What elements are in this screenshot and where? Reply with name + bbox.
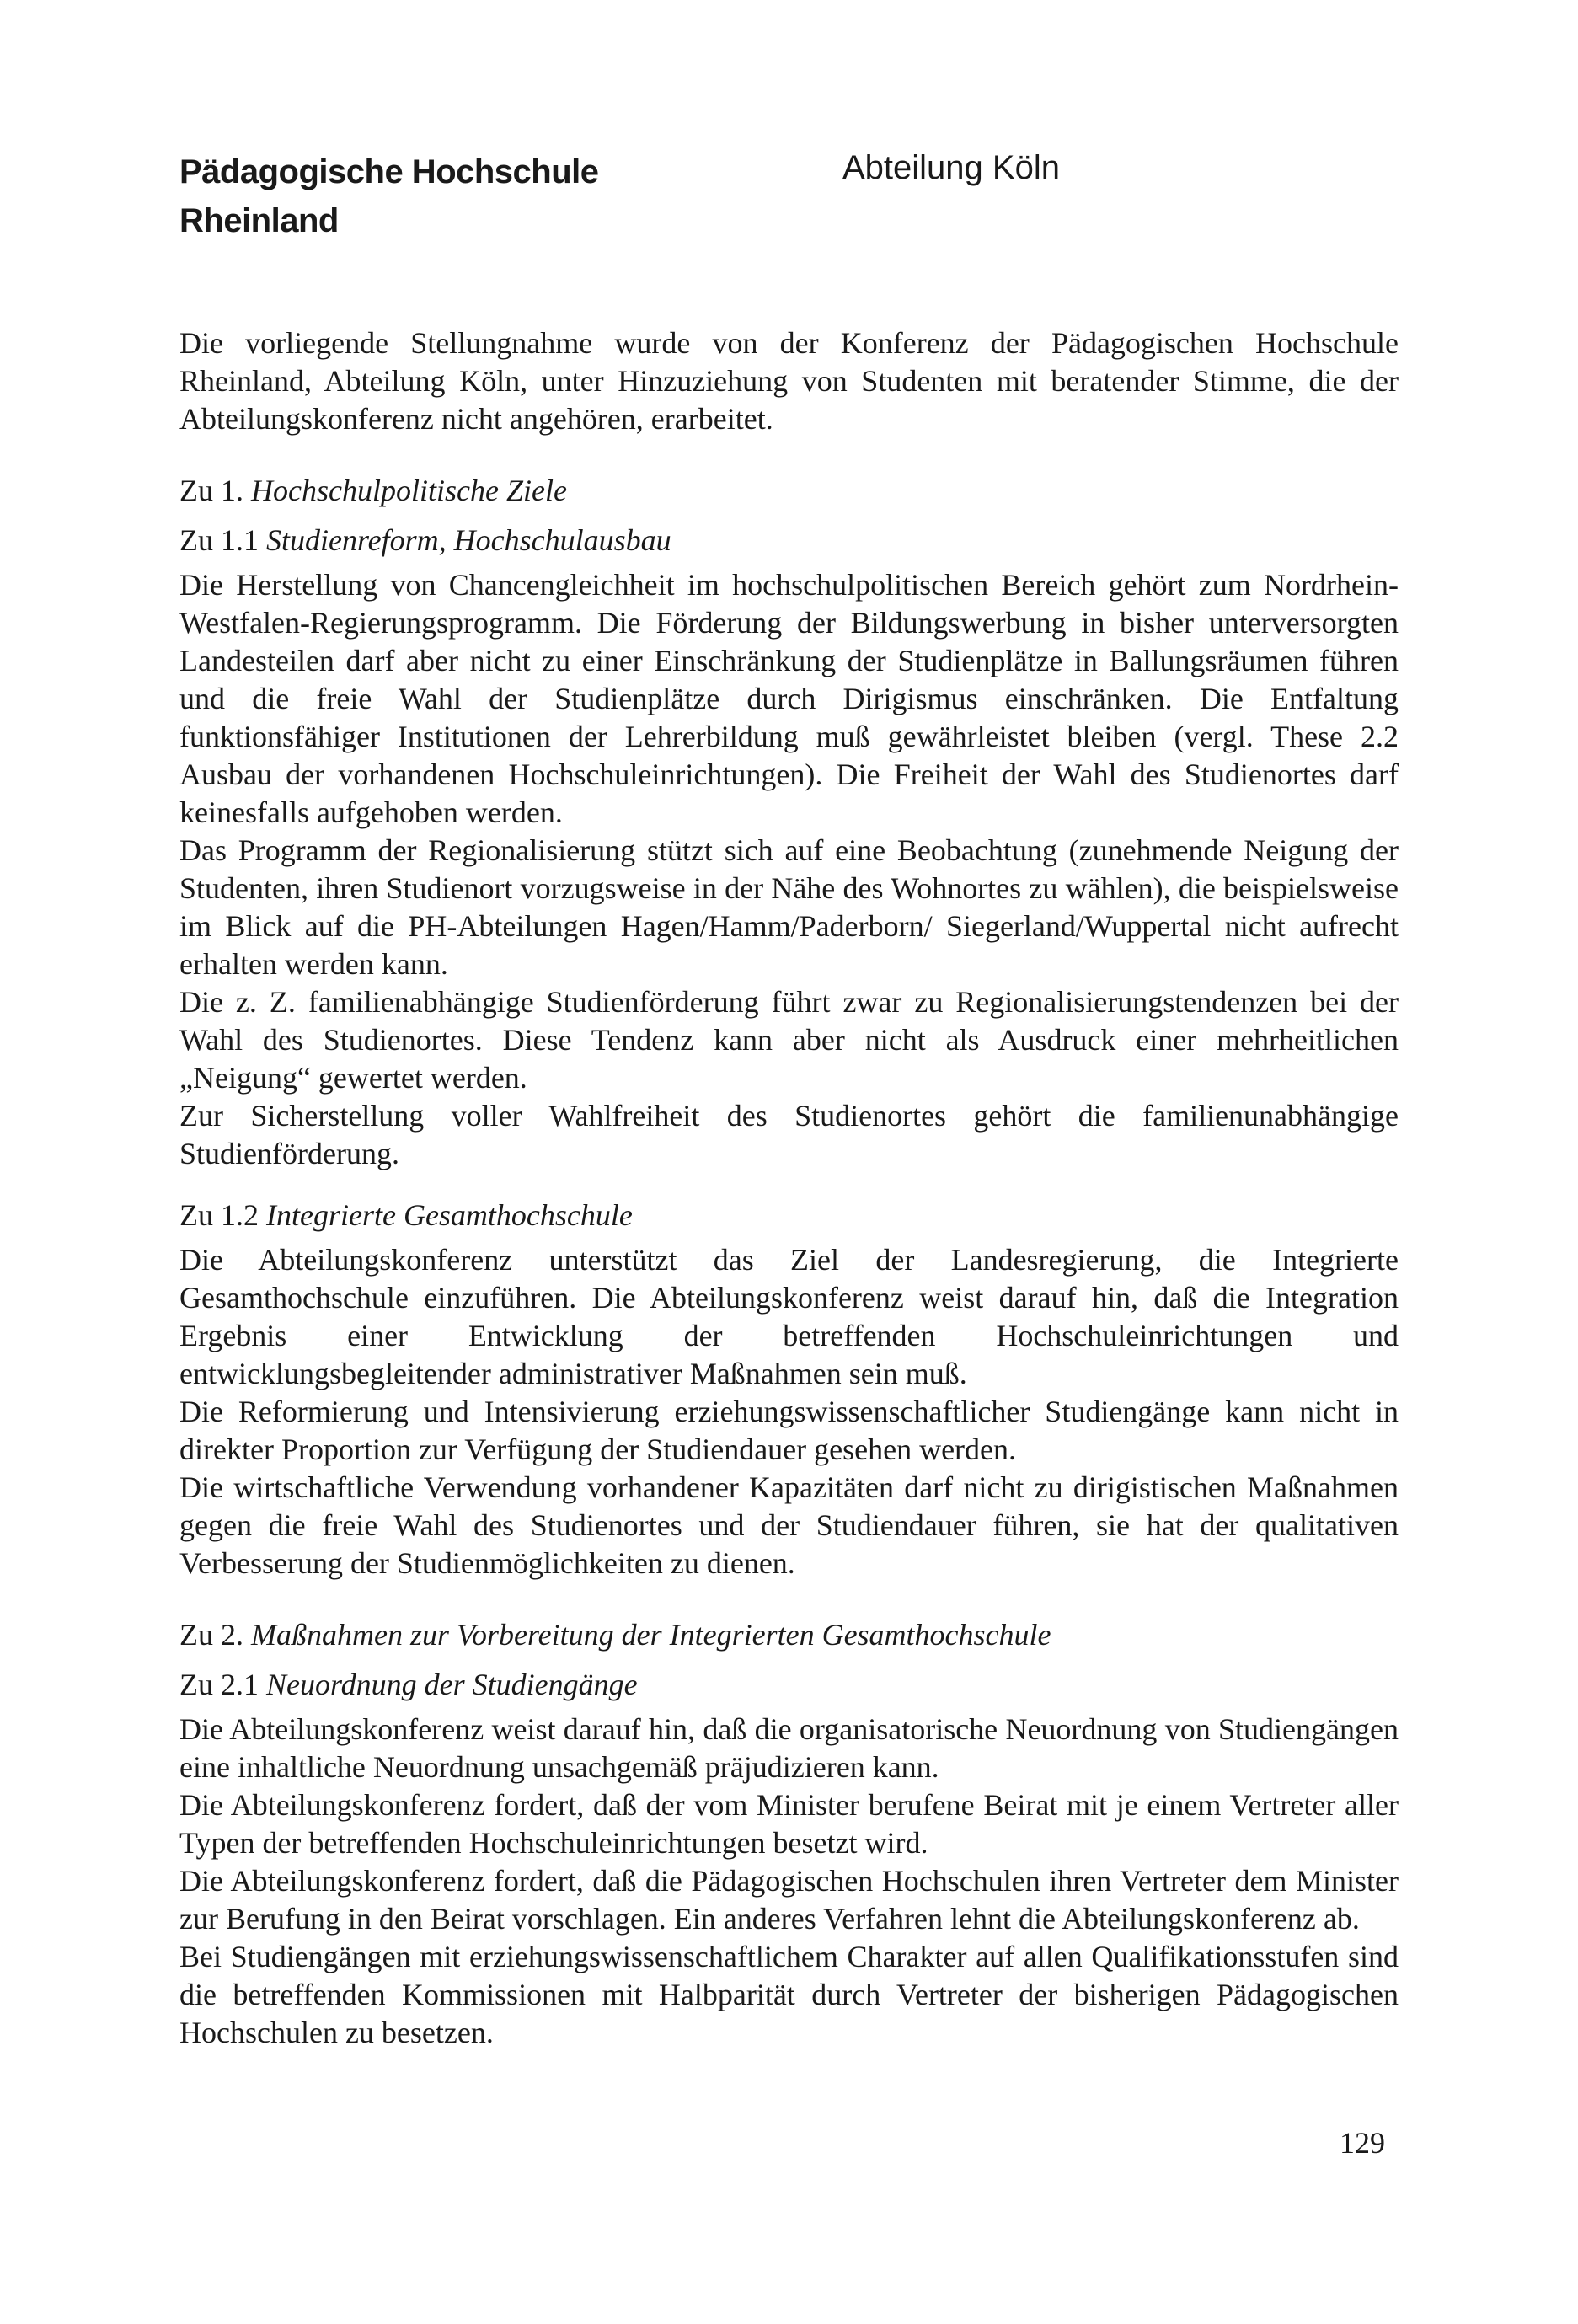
subsection-title: Integrierte Gesamthochschule — [266, 1198, 633, 1232]
subsection-heading — [179, 1666, 1399, 1704]
section-title: Hochschulpolitische Ziele — [251, 474, 567, 507]
paragraph: Zur Sicherstellung voller Wahlfreiheit des Studienortes gehört die familienunabhängige Studienförderung. — [179, 1099, 1399, 1170]
subsection-2-1 — [179, 1666, 1399, 2052]
page-number: 129 — [1340, 2126, 1385, 2160]
paragraph: Die Reformierung und Intensivierung erziehungswissenschaftlicher Studiengänge kann nicht in direkter Proportion zur Verfügung der Studiendauer gesehen werden. — [179, 1395, 1399, 1466]
paragraph: Die wirtschaftliche Verwendung vorhandener Kapazitäten darf nicht zu dirigistischen Maßnahmen gegen die freie Wahl des Studienortes und der Studiendauer führen, sie hat der qualitativen Verbesserung der Studienmöglichkeiten zu dienen. — [179, 1470, 1399, 1580]
section-heading — [179, 472, 1399, 510]
subsection-heading — [179, 1197, 1399, 1234]
paragraph: Bei Studiengängen mit erziehungswissenschaftlichem Charakter auf allen Qualifikationsstufen sind die betreffenden Kommissionen mit Halbparität durch Vertreter der bisherigen Pädagogischen Hochschulen zu besetzen. — [179, 1940, 1399, 2049]
subsection-number: Zu 1.2 — [179, 1198, 259, 1232]
subsection-number: Zu 2.1 — [179, 1668, 259, 1701]
section-number: Zu 1. — [179, 474, 243, 507]
subsection-title: Neuordnung der Studiengänge — [266, 1668, 638, 1701]
intro-paragraph: Die vorliegende Stellungnahme wurde von der Konferenz der Pädagogischen Hochschule Rheinland, Abteilung Köln, unter Hinzuziehung von Studenten mit beratender Stimme, die der Abteilungskonferenz nicht angehören, erarbeitet. — [179, 326, 1399, 436]
subsection-1-2 — [179, 1197, 1399, 1582]
paragraph: Die Abteilungskonferenz weist darauf hin, daß die organisatorische Neuordnung von Studiengängen eine inhaltliche Neuordnung unsachgemäß präjudizieren kann. — [179, 1712, 1399, 1784]
institution-name — [179, 147, 599, 245]
paragraph: Die Abteilungskonferenz unterstützt das Ziel der Landesregierung, die Integrierte Gesamthochschule einzuführen. Die Abteilungskonferenz weist darauf hin, daß die Integration Ergebnis einer Entwicklung der betreffenden Hochschuleinrichtungen und entwicklungsbegleitender administrativer Maßnahmen sein muß. — [179, 1243, 1399, 1390]
paragraph: Die Abteilungskonferenz fordert, daß die Pädagogischen Hochschulen ihren Vertreter dem Minister zur Berufung in den Beirat vorschlagen. Ein anderes Verfahren lehnt die Abteilungskonferenz ab. — [179, 1864, 1399, 1936]
department-name: Abteilung Köln — [842, 149, 1060, 186]
subsection-title: Studienreform, Hochschulausbau — [266, 523, 671, 557]
section-heading — [179, 1616, 1399, 1654]
institution-line-1: Pädagogische Hochschule — [179, 153, 599, 190]
paragraph: Die Abteilungskonferenz fordert, daß der vom Minister berufene Beirat mit je einem Vertreter aller Typen der betreffenden Hochschuleinrichtungen besetzt wird. — [179, 1788, 1399, 1860]
subsection-number: Zu 1.1 — [179, 523, 259, 557]
subsection-1-1 — [179, 522, 1399, 1173]
subsection-heading — [179, 522, 1399, 560]
section-2 — [179, 1616, 1399, 2052]
paragraph: Die z. Z. familienabhängige Studienförderung führt zwar zu Regionalisierungstendenzen bei der Wahl des Studienortes. Diese Tendenz kann aber nicht als Ausdruck einer mehrheitlichen „Neigung“ gewertet werden. — [179, 985, 1399, 1095]
document-body — [179, 324, 1399, 2075]
paragraph: Die Herstellung von Chancengleichheit im hochschulpolitischen Bereich gehört zum Nordrhein-Westfalen-Regierungsprogramm. Die Förderung der Bildungswerbung in bisher unterversorgten Landesteilen darf aber nicht zu einer Einschränkung der Studienplätze in Ballungsräumen führen und die freie Wahl der Studienplätze durch Dirigismus einschränken. Die Entfaltung funktionsfähiger Institutionen der Lehrerbildung muß gewährleistet bleiben (vergl. These 2.2 Ausbau der vorhandenen Hochschuleinrichtungen). Die Freiheit der Wahl des Studienortes darf keinesfalls aufgehoben werden. — [179, 568, 1399, 829]
section-number: Zu 2. — [179, 1618, 243, 1652]
paragraph: Das Programm der Regionalisierung stützt sich auf eine Beobachtung (zunehmende Neigung der Studenten, ihren Studienort vorzugsweise in der Nähe des Wohnortes zu wählen), die beispielsweise im Blick auf die PH-Abteilungen Hagen/Hamm/Paderborn/ Siegerland/Wuppertal nicht aufrecht erhalten werden kann. — [179, 833, 1399, 981]
institution-line-2: Rheinland — [179, 202, 339, 239]
section-title: Maßnahmen zur Vorbereitung der Integrierten Gesamthochschule — [251, 1618, 1051, 1652]
section-1 — [179, 472, 1399, 1582]
